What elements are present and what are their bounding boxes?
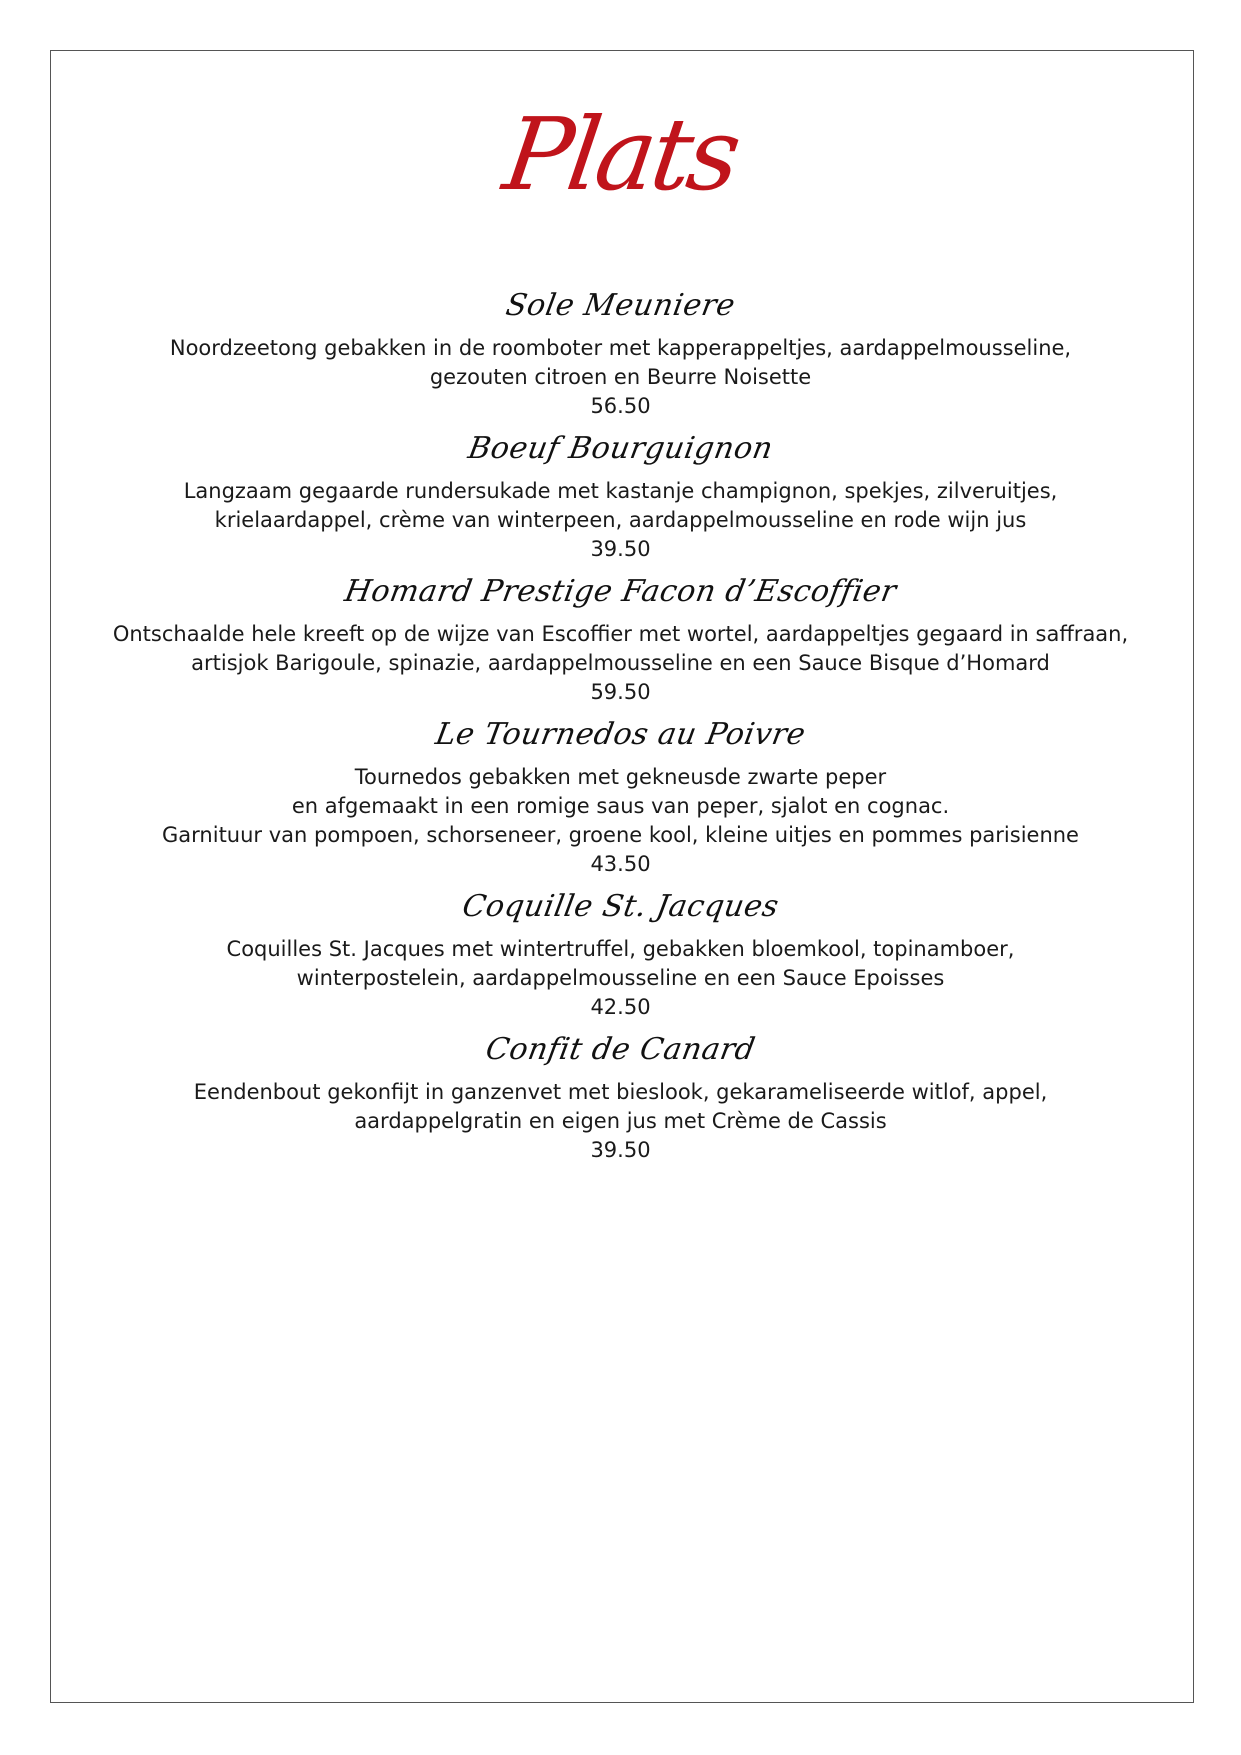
dish-item bbox=[60, 879, 1181, 1022]
dish-item bbox=[60, 564, 1181, 707]
dish-list bbox=[60, 278, 1181, 1165]
dish-name: Sole Meuniere bbox=[503, 288, 738, 323]
dish-price: 39.50 bbox=[590, 1138, 651, 1162]
dish-price: 56.50 bbox=[590, 394, 651, 418]
dish-name: Le Tournedos au Poivre bbox=[432, 717, 809, 752]
dish-name: Coquille St. Jacques bbox=[459, 889, 782, 924]
dish-name: Homard Prestige Facon d’Escoffier bbox=[341, 574, 900, 609]
dish-price: 39.50 bbox=[590, 537, 651, 561]
dish-name: Boeuf Bourguignon bbox=[465, 431, 776, 466]
dish-item bbox=[60, 707, 1181, 879]
dish-description: Eendenbout gekonfijt in ganzenvet met bieslook, gekarameliseerde witlof, appel, aardappelgratin en eigen jus met Crème de Cassis bbox=[193, 1080, 1048, 1133]
dish-description: Tournedos gebakken met gekneusde zwarte peper en afgemaakt in een romige saus van peper, sjalot en cognac. Garnituur van pompoen, schorseneer, groene kool, kleine uitjes en pommes parisienne bbox=[162, 765, 1079, 847]
page-title: Plats bbox=[497, 96, 744, 213]
dish-description: Noordzeetong gebakken in de roomboter met kapperappeltjes, aardappelmousseline, gezouten citroen en Beurre Noisette bbox=[169, 336, 1072, 389]
dish-item bbox=[60, 421, 1181, 564]
dish-description: Langzaam gegaarde rundersukade met kastanje champignon, spekjes, zilveruitjes, krielaardappel, crème van winterpeen, aardappelmousseline en rode wijn jus bbox=[183, 479, 1058, 532]
dish-price: 42.50 bbox=[590, 995, 651, 1019]
dish-description: Coquilles St. Jacques met wintertruffel, gebakken bloemkool, topinamboer, winterpostelein, aardappelmousseline en een Sauce Epoisses bbox=[226, 937, 1015, 990]
dish-price: 43.50 bbox=[590, 852, 651, 876]
dish-name: Confit de Canard bbox=[483, 1032, 759, 1067]
dish-item bbox=[60, 278, 1181, 421]
dish-price: 59.50 bbox=[590, 680, 651, 704]
dish-item bbox=[60, 1022, 1181, 1165]
dish-description: Ontschaalde hele kreeft op de wijze van Escoffier met wortel, aardappeltjes gegaard in saffraan, artisjok Barigoule, spinazie, aardappelmousseline en een Sauce Bisque d’Homard bbox=[112, 622, 1129, 675]
